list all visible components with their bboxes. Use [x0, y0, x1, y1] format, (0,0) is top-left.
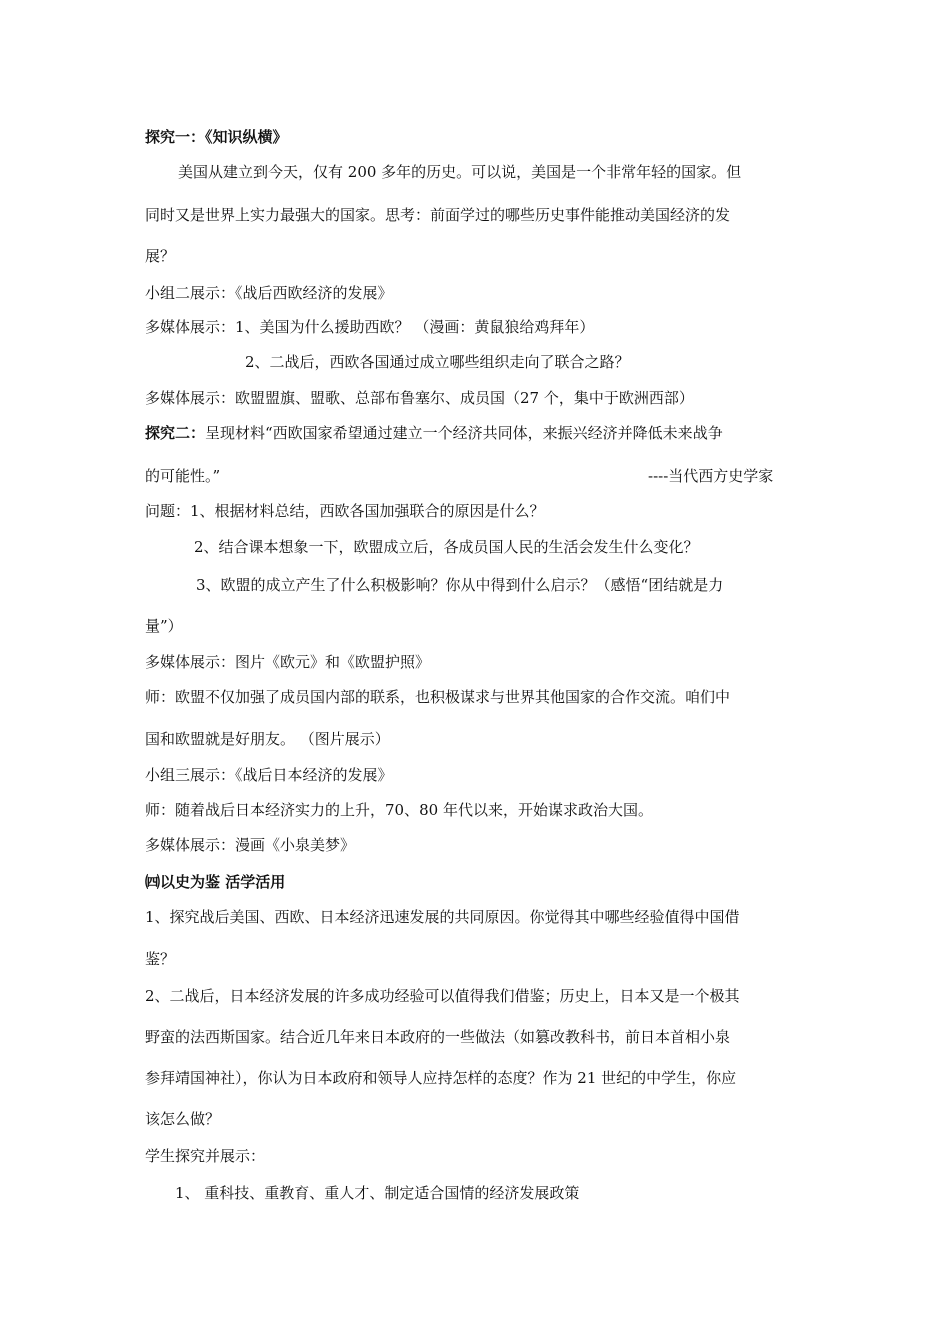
exercise-line: 1、探究战后美国、西欧、日本经济迅速发展的共同原因。你觉得其中哪些经验值得中国借 [145, 908, 740, 926]
exercise-line: 鉴？ [145, 950, 176, 968]
multimedia-line: 多媒体展示：漫画《小泉美梦》 [145, 836, 356, 854]
question-line: 3、欧盟的成立产生了什么积极影响？你从中得到什么启示？（感悟“团结就是力 [196, 576, 724, 594]
exercise-line: 参拜靖国神社），你认为日本政府和领导人应持怎样的态度？作为 21 世纪的中学生，你应 [145, 1069, 737, 1087]
inquiry-two-line [145, 423, 723, 443]
question-line: 2、结合课本想象一下，欧盟成立后，各成员国人民的生活会发生什么变化？ [194, 538, 699, 556]
paragraph-line: 同时又是世界上实力最强大的国家。思考：前面学过的哪些历史事件能推动美国经济的发 [145, 206, 731, 224]
teacher-line: 国和欧盟就是好朋友。 （图片展示） [145, 730, 390, 748]
teacher-line: 师：随着战后日本经济实力的上升，70、80 年代以来，开始谋求政治大国。 [145, 801, 653, 819]
answer-item: 1、 重科技、重教育、重人才、制定适合国情的经济发展政策 [175, 1184, 580, 1202]
source-attribution: ----当代西方史学家 [648, 467, 774, 485]
group-three-presentation: 小组三展示：《战后日本经济的发展》 [145, 766, 393, 784]
question-line-end: 量”） [145, 617, 183, 635]
material-text-end: 的可能性。” [145, 467, 221, 485]
group-two-presentation: 小组二展示：《战后西欧经济的发展》 [145, 284, 393, 302]
paragraph-line: 美国从建立到今天，仅有 200 多年的历史。可以说，美国是一个非常年轻的国家。但 [178, 163, 742, 181]
exercise-line: 2、二战后，日本经济发展的许多成功经验可以值得我们借鉴；历史上，日本又是一个极其 [145, 987, 740, 1005]
multimedia-line: 多媒体展示：欧盟盟旗、盟歌、总部布鲁塞尔、成员国（27 个，集中于欧洲西部） [145, 389, 694, 407]
section-heading-inquiry-one: 探究一：《知识纵横》 [145, 128, 288, 146]
question-line: 问题：1、根据材料总结，西欧各国加强联合的原因是什么？ [145, 502, 545, 520]
exercise-line: 野蛮的法西斯国家。结合近几年来日本政府的一些做法（如篡改教科书，前日本首相小泉 [145, 1028, 731, 1046]
material-text: 呈现材料“西欧国家希望通过建立一个经济共同体，来振兴经济并降低未来战争 [205, 424, 723, 442]
question-line: 2、二战后，西欧各国通过成立哪些组织走向了联合之路？ [245, 353, 630, 371]
paragraph-line: 展？ [145, 247, 176, 265]
exercise-line: 该怎么做？ [145, 1110, 221, 1128]
section-heading-learn-from-history: ㈣以史为鉴 活学活用 [145, 873, 286, 891]
teacher-line: 师：欧盟不仅加强了成员国内部的联系，也积极谋求与世界其他国家的合作交流。咱们中 [145, 688, 731, 706]
student-presentation-label: 学生探究并展示： [145, 1147, 266, 1165]
multimedia-line: 多媒体展示：1、美国为什么援助西欧？ （漫画：黄鼠狼给鸡拜年） [145, 318, 595, 336]
multimedia-line: 多媒体展示：图片《欧元》和《欧盟护照》 [145, 653, 431, 671]
section-heading-inquiry-two: 探究二： [145, 424, 206, 442]
